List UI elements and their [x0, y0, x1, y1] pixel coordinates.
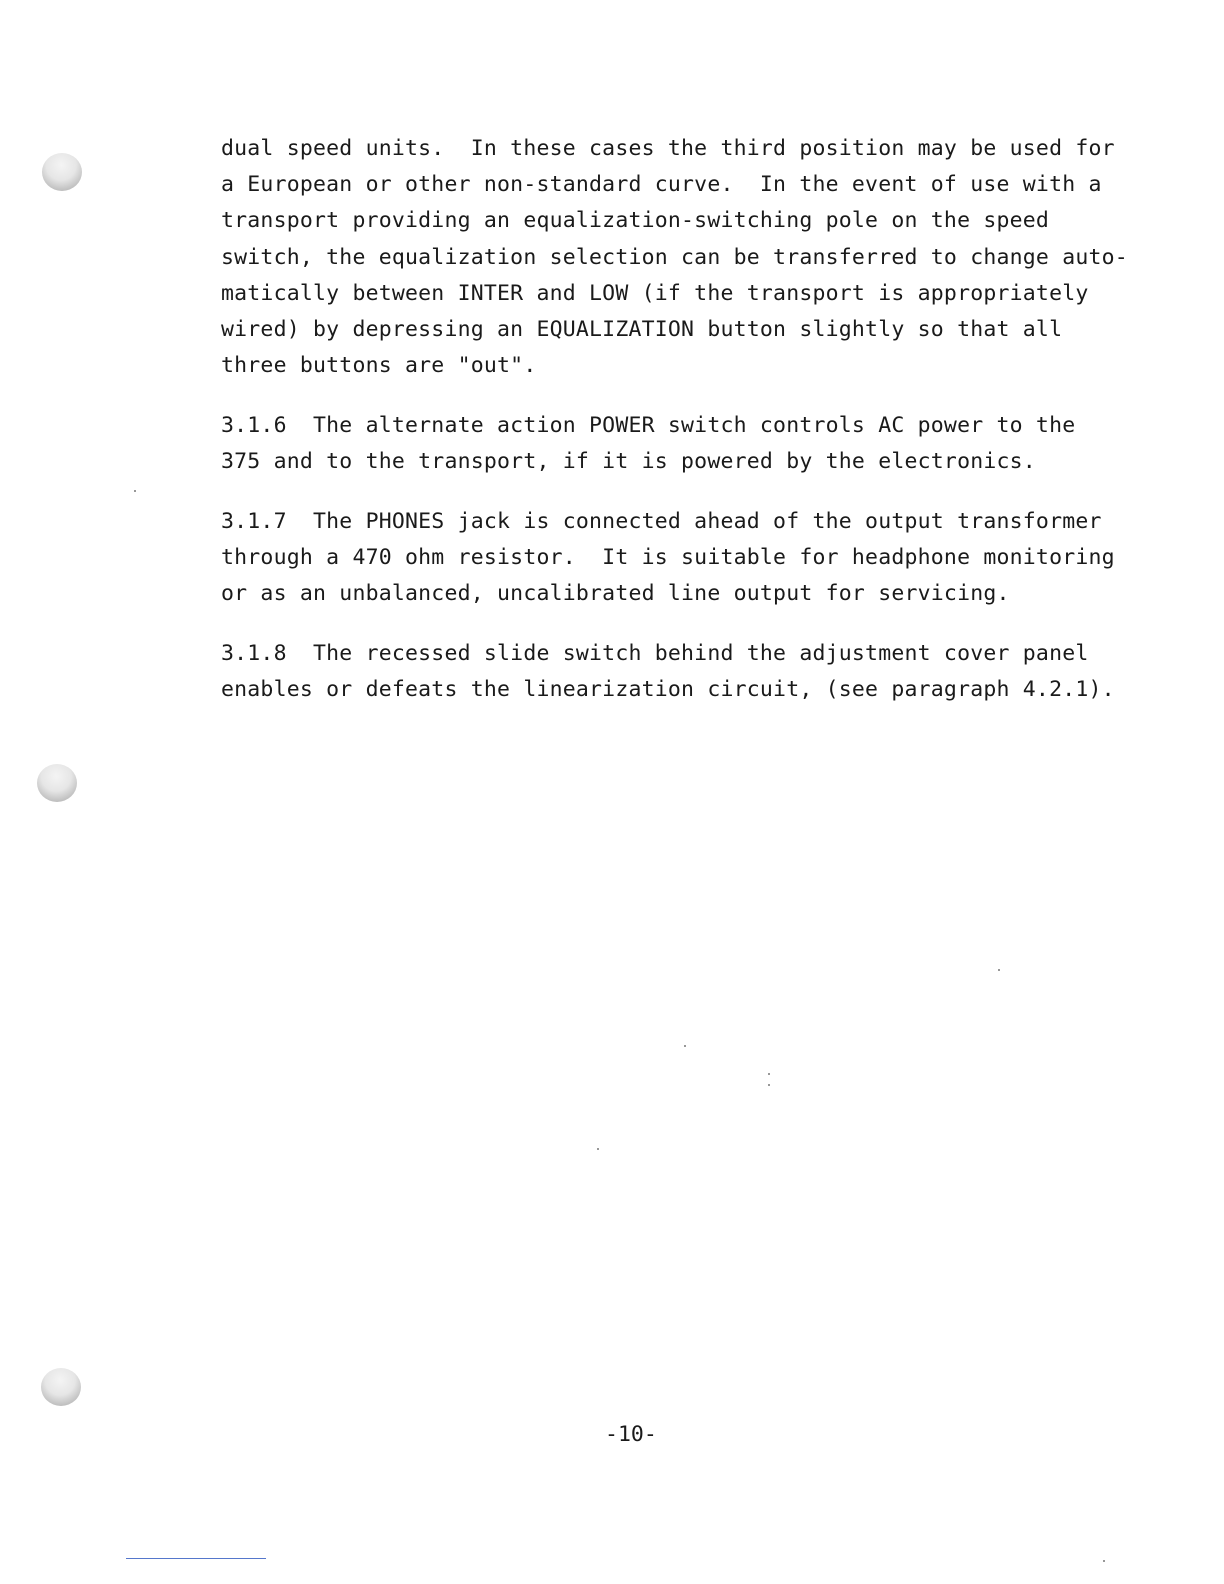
text-line: wired) by depressing an EQUALIZATION button slightly so that all [221, 316, 1063, 342]
text-line: dual speed units. In these cases the third position may be used for [221, 136, 1115, 161]
paragraph-3-1-8 [221, 636, 1121, 708]
text-line: three buttons are "out". [221, 353, 537, 379]
text-line: or as an unbalanced, uncalibrated line output for servicing. [221, 581, 1010, 607]
text-line: 375 and to the transport, if it is powered by the electronics. [221, 449, 1036, 474]
page-number: -10- [605, 1422, 657, 1447]
paragraph-3-1-7 [221, 504, 1121, 613]
text-line: 3.1.6 The alternate action POWER switch controls AC power to the [221, 412, 1076, 438]
binder-hole-bottom [41, 1368, 81, 1406]
text-line: a European or other non-standard curve. In the event of use with a [221, 172, 1102, 198]
scan-speck [597, 1148, 599, 1150]
scan-speck [768, 1084, 770, 1086]
scan-speck [998, 969, 1000, 971]
text-line: through a 470 ohm resistor. It is suitable for headphone monitoring [221, 544, 1115, 570]
text-line: transport providing an equalization-switching pole on the speed [221, 208, 1050, 234]
scan-speck [684, 1045, 686, 1047]
text-line: matically between INTER and LOW (if the transport is appropriately [221, 280, 1089, 306]
paragraph-equalization-continued [221, 131, 1128, 384]
text-line: switch, the equalization selection can be transferred to change auto- [221, 244, 1128, 270]
scan-speck [134, 490, 136, 492]
scan-speck [1103, 1560, 1105, 1562]
text-line: enables or defeats the linearization circuit, (see paragraph 4.2.1). [221, 676, 1115, 702]
binder-hole-top [42, 153, 82, 191]
body-text [221, 131, 1128, 732]
text-line: 3.1.7 The PHONES jack is connected ahead of the output transformer [221, 508, 1102, 534]
binder-hole-middle [37, 764, 77, 802]
scan-speck [768, 1073, 770, 1075]
paragraph-3-1-6 [221, 408, 1121, 480]
text-line: 3.1.8 The recessed slide switch behind the adjustment cover panel [221, 640, 1089, 666]
bottom-rule [126, 1558, 266, 1559]
